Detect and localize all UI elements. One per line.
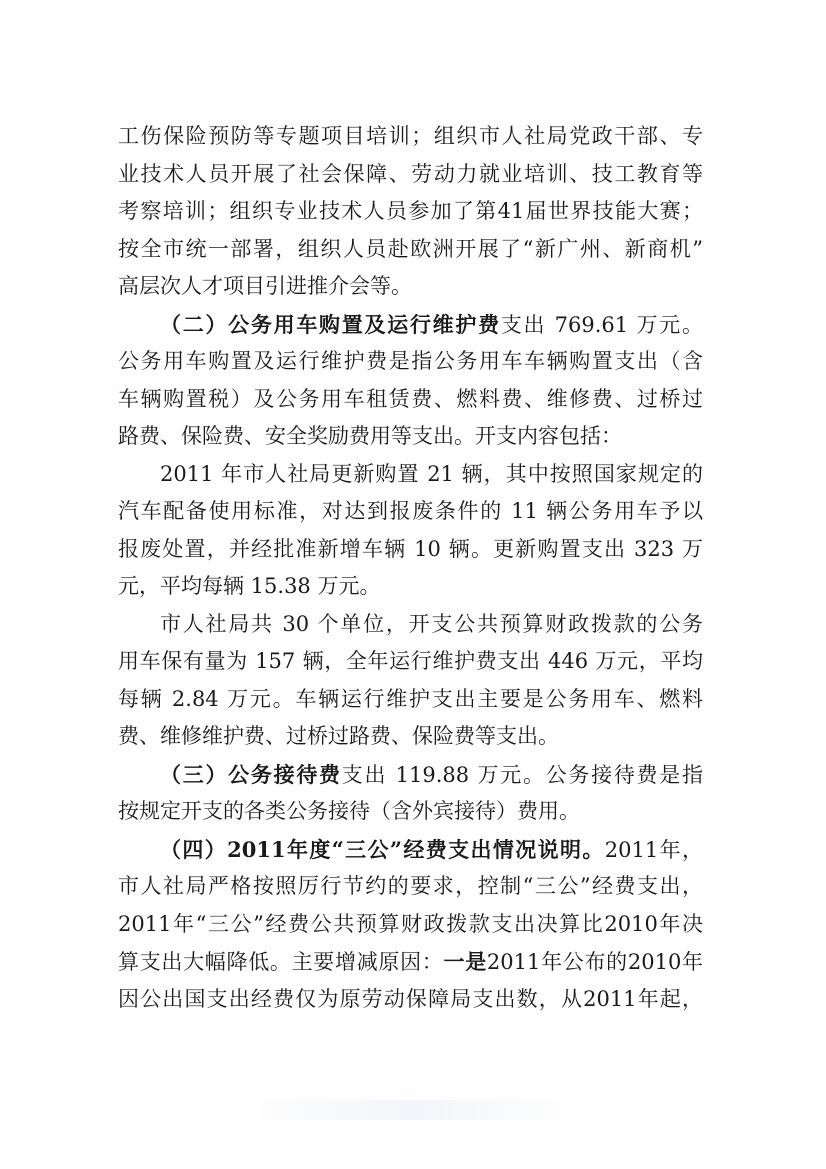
p2-line-1: 公务用车购置及运行维护费是指公务用车车辆购置支出（含 [118, 349, 703, 373]
p1-line-3: 考察培训；组织专业技术人员参加了第41届世界技能大赛； [118, 199, 703, 223]
p4-line-1: 市人社局共 30 个单位，开支公共预算财政拨款的公务 [160, 611, 703, 636]
p6-line-3 [118, 943, 703, 981]
p4-line-2: 用车保有量为 157 辆，全年运行维护费支出 446 万元，平均 [118, 649, 703, 673]
p5-lead-rest: 支出 119.88 万元。公务接待费是指 [341, 762, 703, 787]
p5-lead-line [118, 756, 703, 794]
p6-lead-rest: 2011年， [604, 837, 703, 862]
p6-heading: （四）2011年度“三公”经费支出情况说明。 [160, 836, 605, 862]
p2-line-3: 路费、保险费、安全奖励费用等支出。开支内容包括： [118, 424, 622, 448]
p3-line-2: 汽车配备使用标准，对达到报废条件的 11 辆公务用车予以 [118, 499, 703, 523]
p4-line-3: 每辆 2.84 万元。车辆运行维护支出主要是公务用车、燃料 [118, 686, 703, 711]
p5-heading: （三）公务接待费 [160, 761, 342, 787]
p6-line-2: 2011年“三公”经费公共预算财政拨款支出决算比2010年决 [118, 911, 703, 936]
p3-line-3: 报废处置，并经批准新增车辆 10 辆。更新购置支出 323 万 [118, 536, 703, 561]
p6-final-line: 因公出国支出经费仅为原劳动保障局支出数，从2011年起， [118, 986, 703, 1011]
p6-line-3-rest: 2011年公布的2010年 [486, 950, 704, 974]
p2-lead-rest: 支出 769.61 万元。 [500, 312, 703, 337]
p6-lead-line [118, 831, 703, 869]
p4-line-4: 费、维修维护费、过桥过路费、保险费等支出。 [118, 724, 559, 748]
p3-line-4: 元，平均每辆 15.38 万元。 [118, 574, 381, 598]
p6-emphasis: 一是 [443, 949, 487, 974]
p2-heading: （二）公务用车购置及运行维护费 [160, 311, 501, 337]
p2-line-2: 车辆购置税）及公务用车租赁费、燃料费、维修费、过桥过 [118, 386, 703, 411]
p1-line-4: 按全市统一部署，组织人员赴欧洲开展了“新广州、新商机” [118, 236, 703, 261]
p3-line-1: 2011 年市人社局更新购置 21 辆，其中按照国家规定的 [160, 461, 703, 486]
p1-line-1: 工伤保险预防等专题项目培训；组织市人社局党政干部、专 [118, 124, 703, 148]
p6-line-1: 市人社局严格按照厉行节约的要求，控制“三公”经费支出， [118, 874, 703, 898]
scan-shadow [250, 1100, 570, 1120]
p6-line-3-text: 算支出大幅降低。主要增减原因： [118, 950, 444, 974]
p1-line-5: 高层次人才项目引进推介会等。 [118, 274, 412, 298]
p2-lead-line [118, 306, 703, 344]
p1-line-2: 业技术人员开展了社会保障、劳动力就业培训、技工教育等 [118, 161, 703, 186]
document-body [118, 118, 703, 1018]
p5-line-1: 按规定开支的各类公务接待（含外宾接待）费用。 [118, 799, 580, 823]
